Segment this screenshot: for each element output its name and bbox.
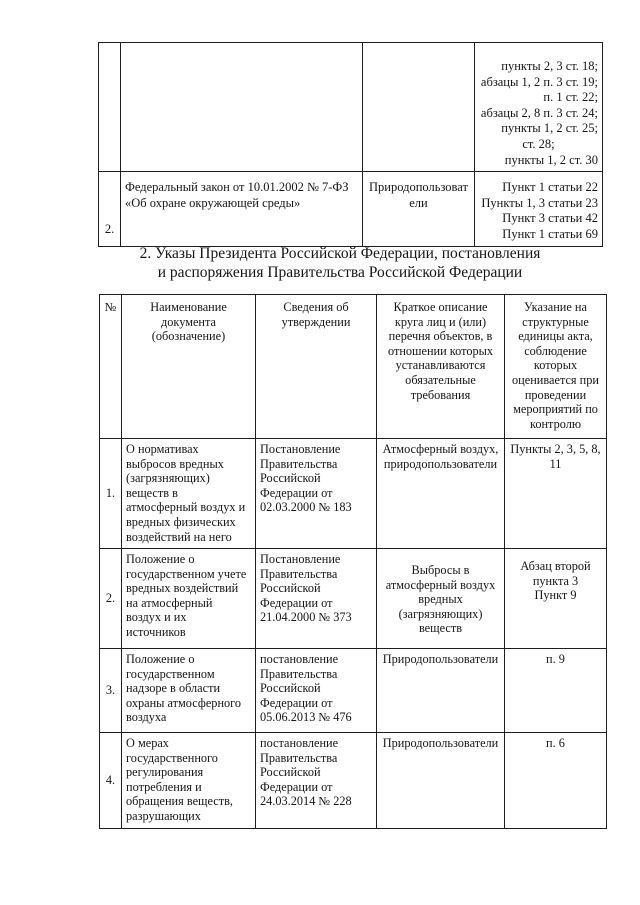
cell-line: Атмосферный воздух, xyxy=(382,442,499,456)
header-line: Указание на xyxy=(524,300,587,314)
header-line: устанавливаются xyxy=(395,358,486,373)
unit-line: пункты 2, 3 ст. 18; xyxy=(501,59,598,73)
cell-line: источников xyxy=(126,624,186,639)
subjects-cell xyxy=(363,43,475,172)
heading-line: 2. Указы Президента Российской Федерации, постановления xyxy=(139,245,541,262)
name-line: Федеральный закон от 10.01.2002 № 7-ФЗ xyxy=(125,180,349,195)
cell-line: 02.03.2000 № 183 xyxy=(260,500,352,515)
cell-line: воздух и их xyxy=(126,610,187,625)
unit-line: абзацы 1, 2 п. 3 ст. 19; xyxy=(480,74,598,89)
cell-line: обращения веществ, xyxy=(126,794,233,809)
cell-line: Природопользователи xyxy=(382,652,499,666)
cell-line: потребления и xyxy=(126,779,202,794)
cell-line: Правительства xyxy=(260,566,338,581)
table-row xyxy=(100,733,607,829)
cell-line: п. 6 xyxy=(546,736,565,750)
cell-line: п. 9 xyxy=(546,652,565,666)
row-number: 4. xyxy=(100,733,122,829)
header-line: мероприятий по xyxy=(513,402,598,417)
description xyxy=(377,549,505,649)
structural-units xyxy=(505,549,607,649)
cell-line: веществ в xyxy=(126,485,178,500)
cell-line: воздействий на него xyxy=(126,529,232,544)
cell-line: Федерации от xyxy=(260,485,333,500)
structural-units xyxy=(505,649,607,733)
unit-line: п. 1 ст. 22; xyxy=(543,90,598,105)
cell-line: 24.03.2014 № 228 xyxy=(260,794,352,809)
header-line: отношении которых xyxy=(387,343,494,358)
header-document-name xyxy=(122,295,256,439)
description xyxy=(377,733,505,829)
table-row xyxy=(99,172,603,246)
subjects-cell xyxy=(363,172,475,246)
cell-line: постановление xyxy=(260,652,339,666)
header-line: проведении xyxy=(524,387,587,402)
header-line: перечня объектов, в xyxy=(388,329,493,344)
header-line: оценивается при xyxy=(512,372,599,387)
cell-line: Федерации от xyxy=(260,695,333,710)
header-line: структурные xyxy=(522,314,589,329)
table-row xyxy=(100,549,607,649)
header-number: № xyxy=(100,295,122,439)
header-approval xyxy=(256,295,377,439)
approval-info xyxy=(256,733,377,829)
unit-line: ст. 28; xyxy=(522,136,555,151)
cell-line: регулирования xyxy=(126,765,204,780)
cell-line: Российской xyxy=(260,581,321,596)
row-number: 2. xyxy=(99,172,121,246)
document-name xyxy=(122,549,256,649)
row-number: 2. xyxy=(100,549,122,649)
cell-line: Российской xyxy=(260,765,321,780)
header-line: документа xyxy=(161,314,216,329)
cell-line: Пункт 9 xyxy=(534,588,577,603)
name-line: «Об охране окружающей среды» xyxy=(125,195,301,210)
cell-line: охраны атмосферного xyxy=(126,695,242,710)
header-description xyxy=(377,295,505,439)
cell-line: Российской xyxy=(260,471,321,486)
table-row xyxy=(99,43,603,172)
cell-line: Пункты 2, 3, 5, 8, xyxy=(510,442,601,456)
header-line: Сведения об xyxy=(283,300,349,314)
approval-info xyxy=(256,549,377,649)
cell-line: государственном учете xyxy=(126,566,247,581)
row-number xyxy=(99,43,121,172)
unit-line: Пункт 1 статьи 22 xyxy=(502,180,598,195)
document-name xyxy=(121,43,363,172)
cell-line: выбросов вредных xyxy=(126,456,224,471)
cell-line: Природопользователи xyxy=(382,736,499,750)
header-line: Наименование xyxy=(150,300,227,314)
table-row xyxy=(100,649,607,733)
cell-line: Положение о xyxy=(126,552,195,566)
structural-units xyxy=(505,439,607,549)
cell-line: атмосферный воздух и xyxy=(126,500,246,515)
approval-info xyxy=(256,649,377,733)
header-line: (обозначение) xyxy=(151,329,226,344)
cell-line: О мерах xyxy=(126,736,169,750)
cell-line: воздуха xyxy=(126,710,167,725)
cell-line: Федерации от xyxy=(260,595,333,610)
document-name xyxy=(122,439,256,549)
unit-line: пункты 1, 2 ст. 25; xyxy=(501,121,598,136)
subjects-line: ели xyxy=(409,195,428,210)
cell-line: (загрязняющих) xyxy=(398,606,483,621)
unit-line: абзацы 2, 8 п. 3 ст. 24; xyxy=(480,105,598,120)
header-line: которых xyxy=(533,358,578,373)
section-heading xyxy=(120,244,560,282)
row-number: 1. xyxy=(100,439,122,549)
document-name xyxy=(122,733,256,829)
approval-info xyxy=(256,439,377,549)
header-line: соблюдение xyxy=(524,343,587,358)
cell-line: природопользователи xyxy=(383,456,498,471)
document-name xyxy=(122,649,256,733)
cell-line: веществ xyxy=(418,621,463,636)
document-name xyxy=(121,172,363,246)
table-header-row xyxy=(100,295,607,439)
header-line: обязательные xyxy=(405,372,476,387)
cell-line: 21.04.2000 № 373 xyxy=(260,610,352,625)
structural-units xyxy=(505,733,607,829)
cell-line: на атмосферный xyxy=(126,595,213,610)
cell-line: государственного xyxy=(126,750,218,765)
subjects-line: Природопользоват xyxy=(369,180,468,195)
unit-line: Пункты 1, 3 статьи 23 xyxy=(481,195,598,210)
cell-line: Правительства xyxy=(260,750,338,765)
cell-line: Правительства xyxy=(260,456,338,471)
header-line: утверждении xyxy=(281,314,351,329)
header-line: контролю xyxy=(529,416,582,431)
header-line: Краткое описание xyxy=(393,300,488,314)
cell-line: (загрязняющих) xyxy=(126,471,210,486)
cell-line: Положение о xyxy=(126,652,195,666)
cell-line: Правительства xyxy=(260,666,338,681)
cell-line: атмосферный воздух xyxy=(385,577,496,592)
cell-line: Постановление xyxy=(260,552,341,566)
row-number: 3. xyxy=(100,649,122,733)
heading-line: и распоряжения Правительства Российской Федерации xyxy=(157,264,523,281)
cell-line: О нормативах xyxy=(126,442,199,456)
cell-line: пункта 3 xyxy=(532,573,579,588)
cell-line: надзоре в области xyxy=(126,681,221,696)
description xyxy=(377,439,505,549)
structural-units-cell xyxy=(475,172,603,246)
header-structural-units xyxy=(505,295,607,439)
acts-table xyxy=(99,294,607,829)
header-line: требования xyxy=(410,387,471,402)
cell-line: разрушающих xyxy=(126,808,201,823)
cell-line: вредных xyxy=(418,592,463,607)
header-line: единицы акта, xyxy=(518,329,593,344)
header-line: круга лиц и (или) xyxy=(394,314,487,329)
cell-line: Выбросы в xyxy=(411,563,470,577)
cell-line: вредных физических xyxy=(126,514,236,529)
structural-units-cell xyxy=(475,43,603,172)
cell-line: 05.06.2013 № 476 xyxy=(260,710,352,725)
cell-line: Постановление xyxy=(260,442,341,456)
cell-line: 11 xyxy=(549,456,562,471)
cell-line: вредных воздействий xyxy=(126,581,239,596)
cell-line: Федерации от xyxy=(260,779,333,794)
unit-line: пункты 1, 2 ст. 30 xyxy=(504,152,598,167)
cell-line: постановление xyxy=(260,736,339,750)
table-row xyxy=(100,439,607,549)
description xyxy=(377,649,505,733)
cell-line: государственном xyxy=(126,666,215,681)
unit-line: Пункт 1 статьи 69 xyxy=(502,226,598,241)
cell-line: Российской xyxy=(260,681,321,696)
cell-line: Абзац второй xyxy=(520,559,591,573)
continuation-table xyxy=(98,42,603,247)
unit-line: Пункт 3 статьи 42 xyxy=(502,211,598,226)
